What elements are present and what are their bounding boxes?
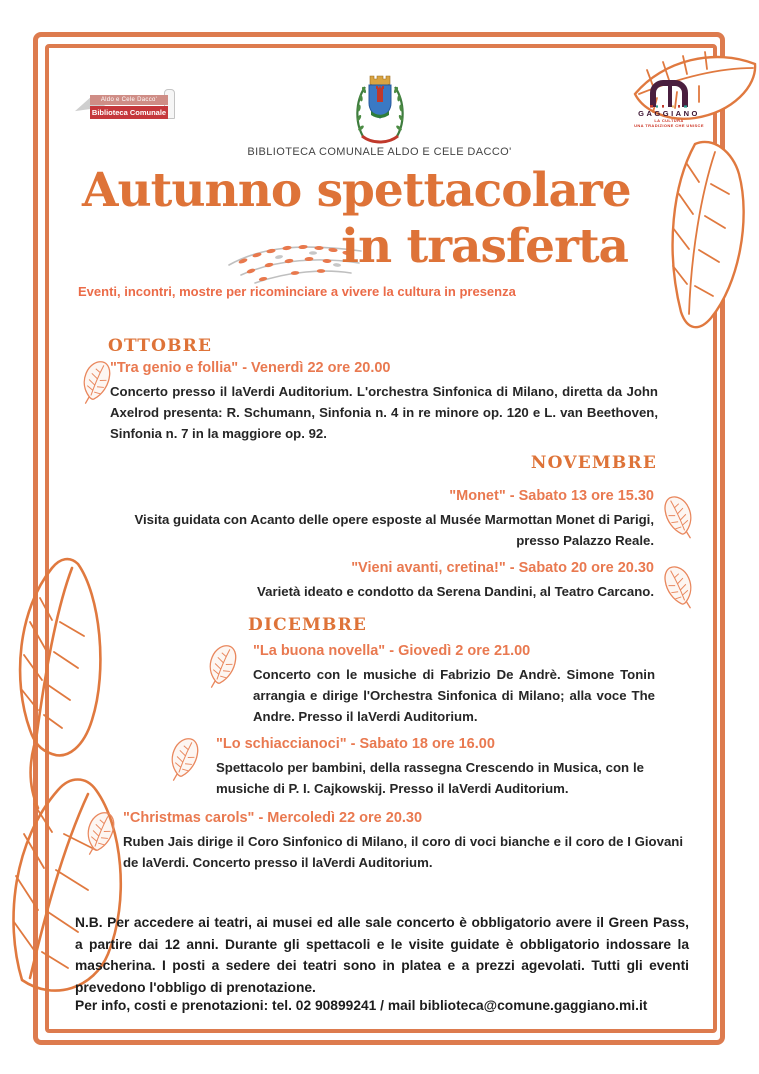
leaf-icon: [658, 562, 698, 610]
event-title-vieni-avanti: "Vieni avanti, cretina!" - Sabato 20 ore 20.30: [351, 560, 654, 576]
municipal-crest-icon: [350, 72, 410, 146]
leaf-icon: [164, 733, 205, 782]
event-description-la-buona-novella: Concerto con le musiche di Fabrizio De Andrè. Simone Tonin arrangia e dirige l'Orchestra Sinfonica di Milano; alla voce The Andre. Presso il laVerdi Auditorium.: [253, 667, 655, 724]
event-description-lo-schiaccianoci: Spettacolo per bambini, della rassegna Crescendo in Musica, con le musiche di P. I. Cajkowskij. Presso il laVerdi Auditorium.: [216, 760, 644, 796]
footer-contact-info: Per info, costi e prenotazioni: tel. 02 90899241 / mail biblioteca@comune.gaggiano.mi.it: [75, 998, 648, 1013]
gaggiano-logo-tagline-1: LA CULTURA: [654, 118, 684, 123]
event-title-la-buona-novella: "La buona novella" - Giovedì 2 ore 21.00: [253, 643, 531, 659]
event-description-vieni-avanti: Varietà ideato e condotto da Serena Dandini, al Teatro Carcano.: [257, 584, 654, 599]
event-title-tra-genio: "Tra genio e follia" - Venerdì 22 ore 20.00: [110, 360, 391, 376]
poster-title-line2: in trasferta: [341, 219, 628, 274]
gaggiano-logo-tagline-2: UNA TRADIZIONE CHE UNISCE: [634, 123, 704, 128]
poster-title-line1: Autunno spettacolare: [82, 163, 631, 218]
library-logo-bottom-label: Biblioteca Comunale: [91, 108, 167, 117]
month-heading-october: OTTOBRE: [108, 336, 213, 356]
month-heading-december: DICEMBRE: [248, 615, 368, 635]
library-logo-top-label: Aldo e Cele Dacco': [90, 95, 168, 105]
event-title-monet: "Monet" - Sabato 13 ore 15.30: [449, 488, 654, 504]
event-title-christmas-carols: "Christmas carols" - Mercoledì 22 ore 20.30: [123, 810, 423, 826]
gaggiano-arch-icon: [647, 78, 691, 108]
library-name-caption: BIBLIOTECA COMUNALE ALDO E CELE DACCO': [247, 146, 512, 158]
leaf-icon: [202, 640, 243, 689]
footer-notice: N.B. Per accedere ai teatri, ai musei ed alle sale concerto è obbligatorio avere il Green Pass, a partire dai 12 anni. Durante gli spettacoli e le visite guidate è obbligatorio indossare la mascherina. I posti a sedere dei teatri sono in platea e a prezzi agevolati. Tutti gli eventi prevedono l'obbligo di prenotazione.: [75, 915, 689, 995]
event-description-christmas-carols: Ruben Jais dirige il Coro Sinfonico di Milano, il coro di voci bianche e il coro de I Giovani de laVerdi. Concerto presso il laVerdi Auditorium.: [123, 834, 683, 870]
event-description-monet: Visita guidata con Acanto delle opere esposte al Musée Marmottan Monet di Parigi, presso Palazzo Reale.: [134, 512, 654, 548]
gaggiano-logo-name: GAGGIANO: [638, 109, 700, 118]
leaf-icon: [658, 492, 698, 540]
poster-subtitle: Eventi, incontri, mostre per ricominciare a vivere la cultura in presenza: [78, 284, 516, 299]
event-description-tra-genio: Concerto presso il laVerdi Auditorium. L'orchestra Sinfonica di Milano, diretta da John Axelrod presenta: R. Schumann, Sinfonia n. 4 in re minore op. 120 e L. van Beethoven, Sinfonia n. 7 in la maggiore op. 92.: [110, 384, 658, 441]
month-heading-november: NOVEMBRE: [530, 453, 657, 473]
leaf-icon: [80, 807, 121, 856]
event-title-lo-schiaccianoci: "Lo schiaccianoci" - Sabato 18 ore 16.00: [216, 736, 495, 752]
library-logo: [74, 87, 180, 133]
gaggiano-logo: [628, 78, 710, 146]
